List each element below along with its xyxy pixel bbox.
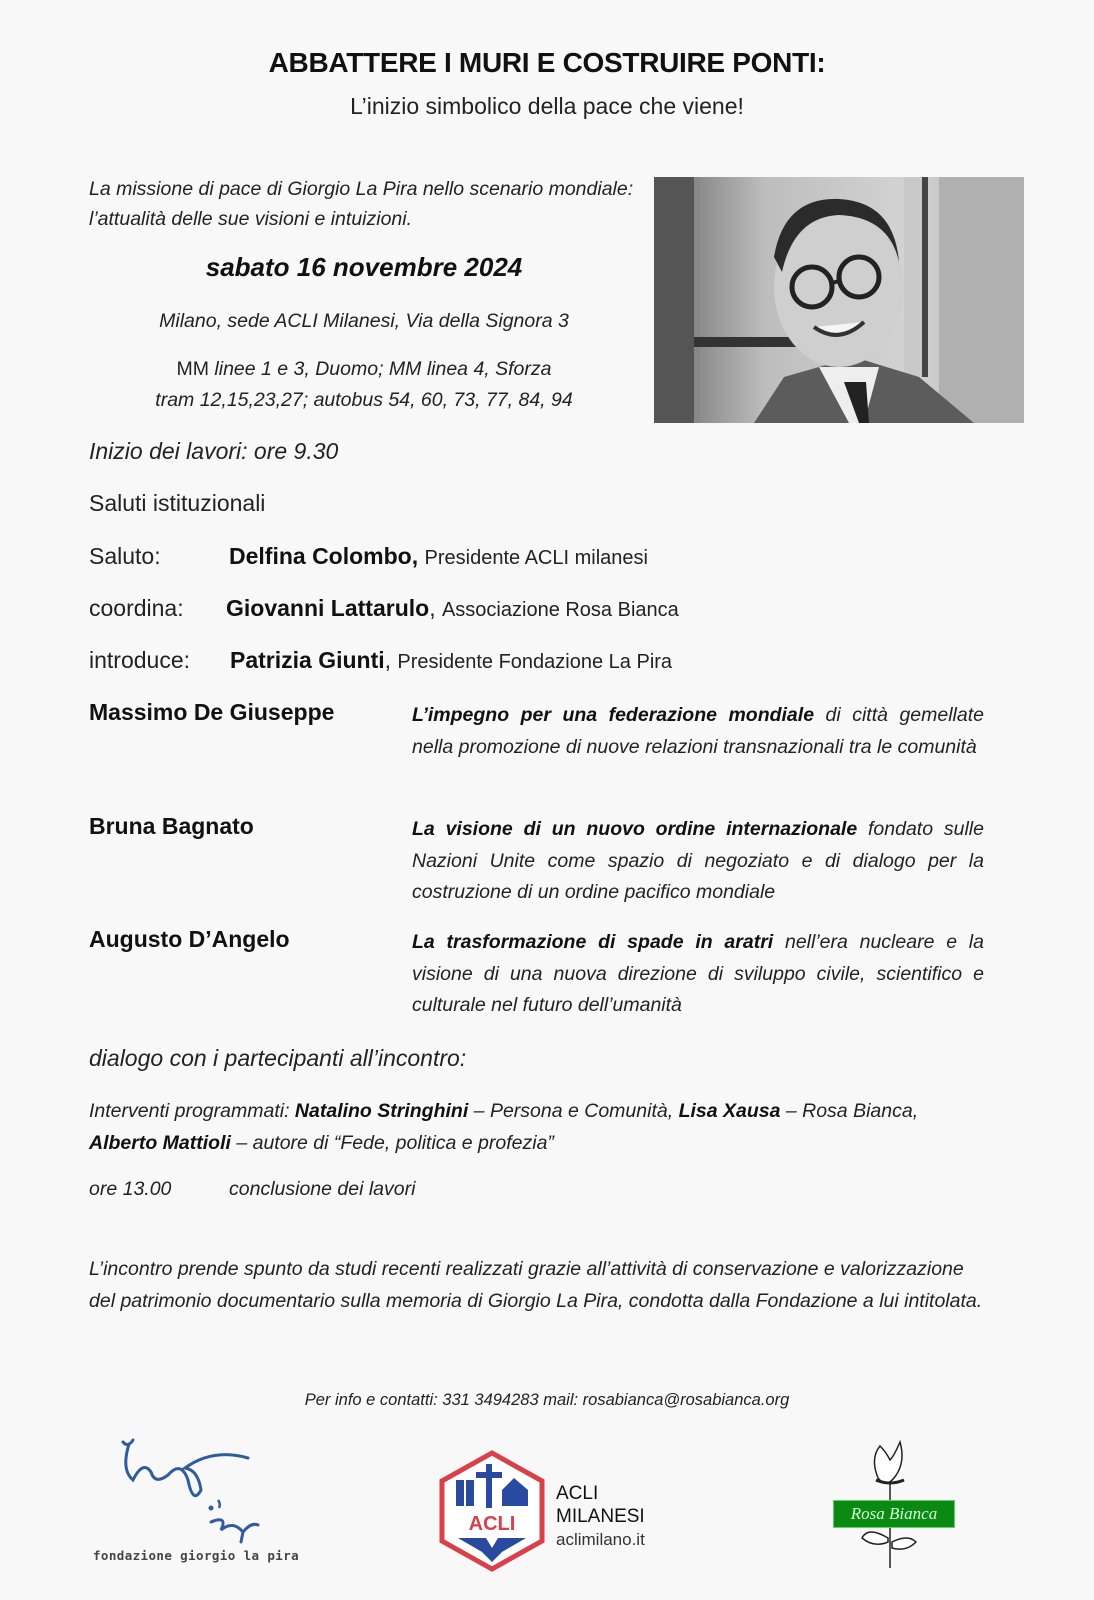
intervention-person: Natalino Stringhini [294,1100,469,1122]
intervention-person: Lisa Xausa [678,1100,781,1122]
topic-title: La trasformazione di spade in aratri [412,931,774,953]
dialog-heading: dialogo con i partecipanti all’incontro: [89,1045,467,1071]
portrait-illustration [654,177,1024,423]
topic-description: di città gemellate nella promozione di nuove relazioni transnazionali tra le comunità [412,704,984,758]
acli-city: MILANESI [556,1506,645,1527]
speaker-topic [412,927,984,1022]
speaker-name: Bruna Bagnato [89,813,254,839]
interventions-prefix: Interventi programmati: [89,1100,295,1122]
role-label: Saluto: [89,543,161,569]
topic-description: fondato sulle Nazioni Unite come spazio di negoziato e di dialogo per la costruzione di un ordine pacifico mondiale [412,818,984,903]
portrait-photo [654,177,1024,423]
role-row: introduce: Patrizia Giunti, Presidente Fondazione La Pira [89,647,673,673]
start-time: Inizio dei lavori: ore 9.30 [89,438,339,464]
event-intro: La missione di pace di Giorgio La Pira nello scenario mondiale: l’attualità delle sue visioni e intuizioni. [89,178,634,230]
role-person: Patrizia Giunti [230,647,385,673]
event-transport [89,354,639,416]
speaker-topic [412,700,984,763]
role-person: Delfina Colombo [229,543,412,569]
event-place: Milano, sede ACLI Milanesi, Via della Signora 3 [159,310,569,332]
greetings-heading: Saluti istituzionali [89,490,266,516]
speaker-name: Augusto D’Angelo [89,926,290,952]
lapira-logo-label: fondazione giorgio la pira [93,1548,300,1563]
topic-description: nell’era nucleare e la visione di una nuova direzione di sviluppo civile, scientifico e culturale nel futuro dell’umanità [412,931,984,1016]
closing-label: conclusione dei lavori [229,1178,416,1200]
speaker-topic [412,814,984,909]
acli-emblem-text: ACLI [468,1513,516,1535]
transport-line-1: linee 1 e 3, Duomo; MM linea 4, Sforza [214,358,552,380]
intervention-affiliation: – autore di “Fede, politica e profezia” [230,1131,554,1154]
topic-title: L’impegno per una federazione mondiale [412,704,815,726]
acli-url: aclimilano.it [556,1530,645,1549]
closing-note: L’incontro prende spunto da studi recenti realizzati grazie all’attività di conservazione e valorizzazione del patrimonio documentario sulla memoria di Giorgio La Pira, condotta dalla Fondazione a lui intitolata. [89,1258,983,1312]
topic-title: La visione di un nuovo ordine internazionale [412,818,858,840]
role-label: coordina: [89,595,184,621]
acli-emblem-icon [438,1450,546,1572]
role-row: coordina: Giovanni Lattarulo, Associazione Rosa Bianca [89,595,679,621]
closing-time: ore 13.00 [89,1178,172,1200]
role-row: Saluto: Delfina Colombo, Presidente ACLI milanesi [89,543,648,569]
page-title: ABBATTERE I MURI E COSTRUIRE PONTI: [268,47,826,78]
acli-name: ACLI [556,1483,599,1504]
contact-info: Per info e contatti: 331 3494283 mail: rosabianca@rosabianca.org [304,1391,790,1409]
interventions [89,1096,989,1159]
closing-row [89,1178,415,1201]
role-description: Presidente ACLI milanesi [424,547,648,569]
intervention-person: Alberto Mattioli [89,1131,231,1154]
event-date: sabato 16 novembre 2024 [205,252,523,282]
intervention-affiliation: – Persona e Comunità, [468,1100,679,1122]
speaker-name: Massimo De Giuseppe [89,699,335,725]
transport-line-2: tram 12,15,23,27; autobus 54, 60, 73, 77, 84, 94 [155,389,573,411]
role-description: Associazione Rosa Bianca [441,599,679,621]
page-subtitle: L’inizio simbolico della pace che viene! [350,93,744,119]
role-description: Presidente Fondazione La Pira [397,651,673,673]
acli-logo-text [556,1482,645,1551]
rosa-bianca-label: Rosa Bianca [833,1500,955,1528]
role-label: introduce: [89,647,191,673]
role-person: Giovanni Lattarulo [226,595,430,621]
intervention-affiliation: – Rosa Bianca, [780,1100,919,1122]
transport-prefix: MM [176,358,215,380]
